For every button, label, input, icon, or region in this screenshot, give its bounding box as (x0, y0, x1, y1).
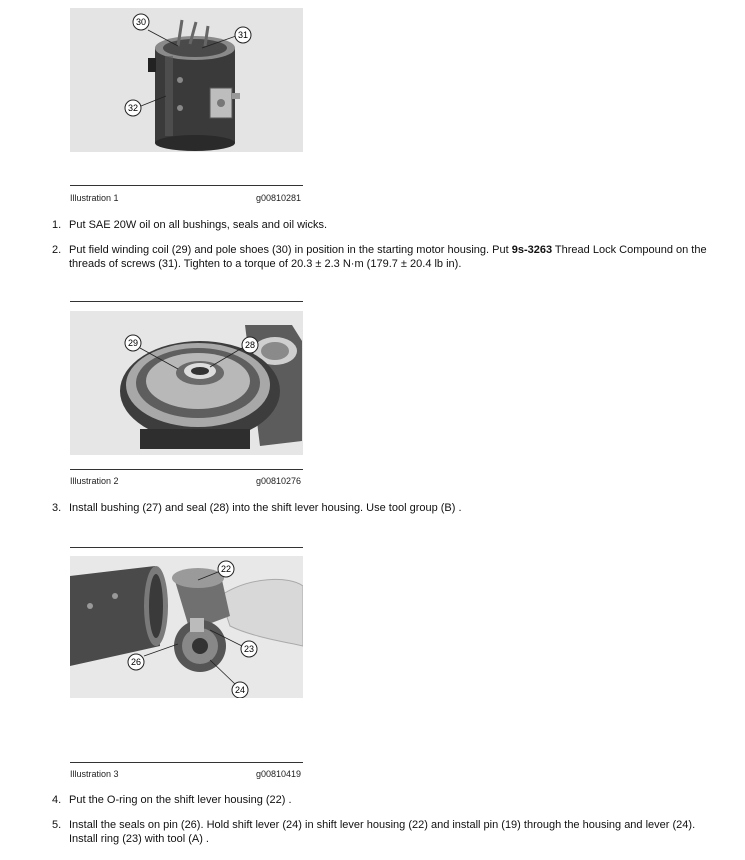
step-2-text-after: Thread Lock Compound on the threads of screws (31). Tighten to a torque of 20.3 ± 2.3 N·m (179.7 ± 20.4 lb in). (69, 244, 707, 270)
illustration-2-code: g00810276 (256, 476, 302, 486)
illustration-1-photo (70, 8, 303, 152)
illustration-1-code: g00810281 (256, 193, 302, 203)
illustration-3-top-rule (70, 547, 303, 548)
step-3-number: 3. (52, 502, 62, 514)
step-5-number: 5. (52, 819, 62, 831)
step-3-text: Install bushing (27) and seal (28) into the shift lever housing. Use tool group (B) . (69, 502, 462, 514)
illustration-1-caption: Illustration 1 (70, 193, 119, 203)
callout-23-label: 23 (243, 644, 255, 654)
illustration-2-rule (70, 469, 303, 470)
callout-28-label: 28 (244, 340, 256, 350)
step-1 (52, 218, 712, 232)
step-5 (52, 818, 712, 846)
step-2-text (69, 243, 712, 271)
step-2-part-number: 9s-3263 (511, 244, 553, 256)
step-5-text: Install the seals on pin (26). Hold shift lever (24) in shift lever housing (22) and install pin (19) through the housing and lever (24). Install ring (23) with tool (A) . (69, 819, 696, 845)
callout-31-label: 31 (237, 30, 249, 40)
callout-29-label: 29 (127, 338, 139, 348)
step-1-number: 1. (52, 219, 62, 231)
callout-22-label: 22 (220, 564, 232, 574)
illustration-3-code: g00810419 (256, 769, 302, 779)
illustration-2-top-rule (70, 301, 303, 302)
step-2 (52, 243, 712, 271)
step-1-text: Put SAE 20W oil on all bushings, seals and oil wicks. (69, 219, 328, 231)
step-2-text-before: Put field winding coil (29) and pole shoes (30) in position in the starting motor housing. Put (69, 244, 512, 256)
callout-32-label: 32 (127, 103, 139, 113)
step-4-text: Put the O-ring on the shift lever housing (22) . (69, 794, 292, 806)
illustration-2-caption: Illustration 2 (70, 476, 119, 486)
step-3 (52, 501, 712, 515)
illustration-2-photo (70, 311, 303, 455)
callout-26-label: 26 (130, 657, 142, 667)
illustration-3-rule (70, 762, 303, 763)
step-4 (52, 793, 712, 807)
callout-30-label: 30 (135, 17, 147, 27)
step-2-number: 2. (52, 244, 62, 256)
step-4-number: 4. (52, 794, 62, 806)
illustration-1-rule (70, 185, 303, 186)
illustration-3-photo (70, 556, 303, 698)
callout-24-label: 24 (234, 685, 246, 695)
illustration-3-caption: Illustration 3 (70, 769, 119, 779)
